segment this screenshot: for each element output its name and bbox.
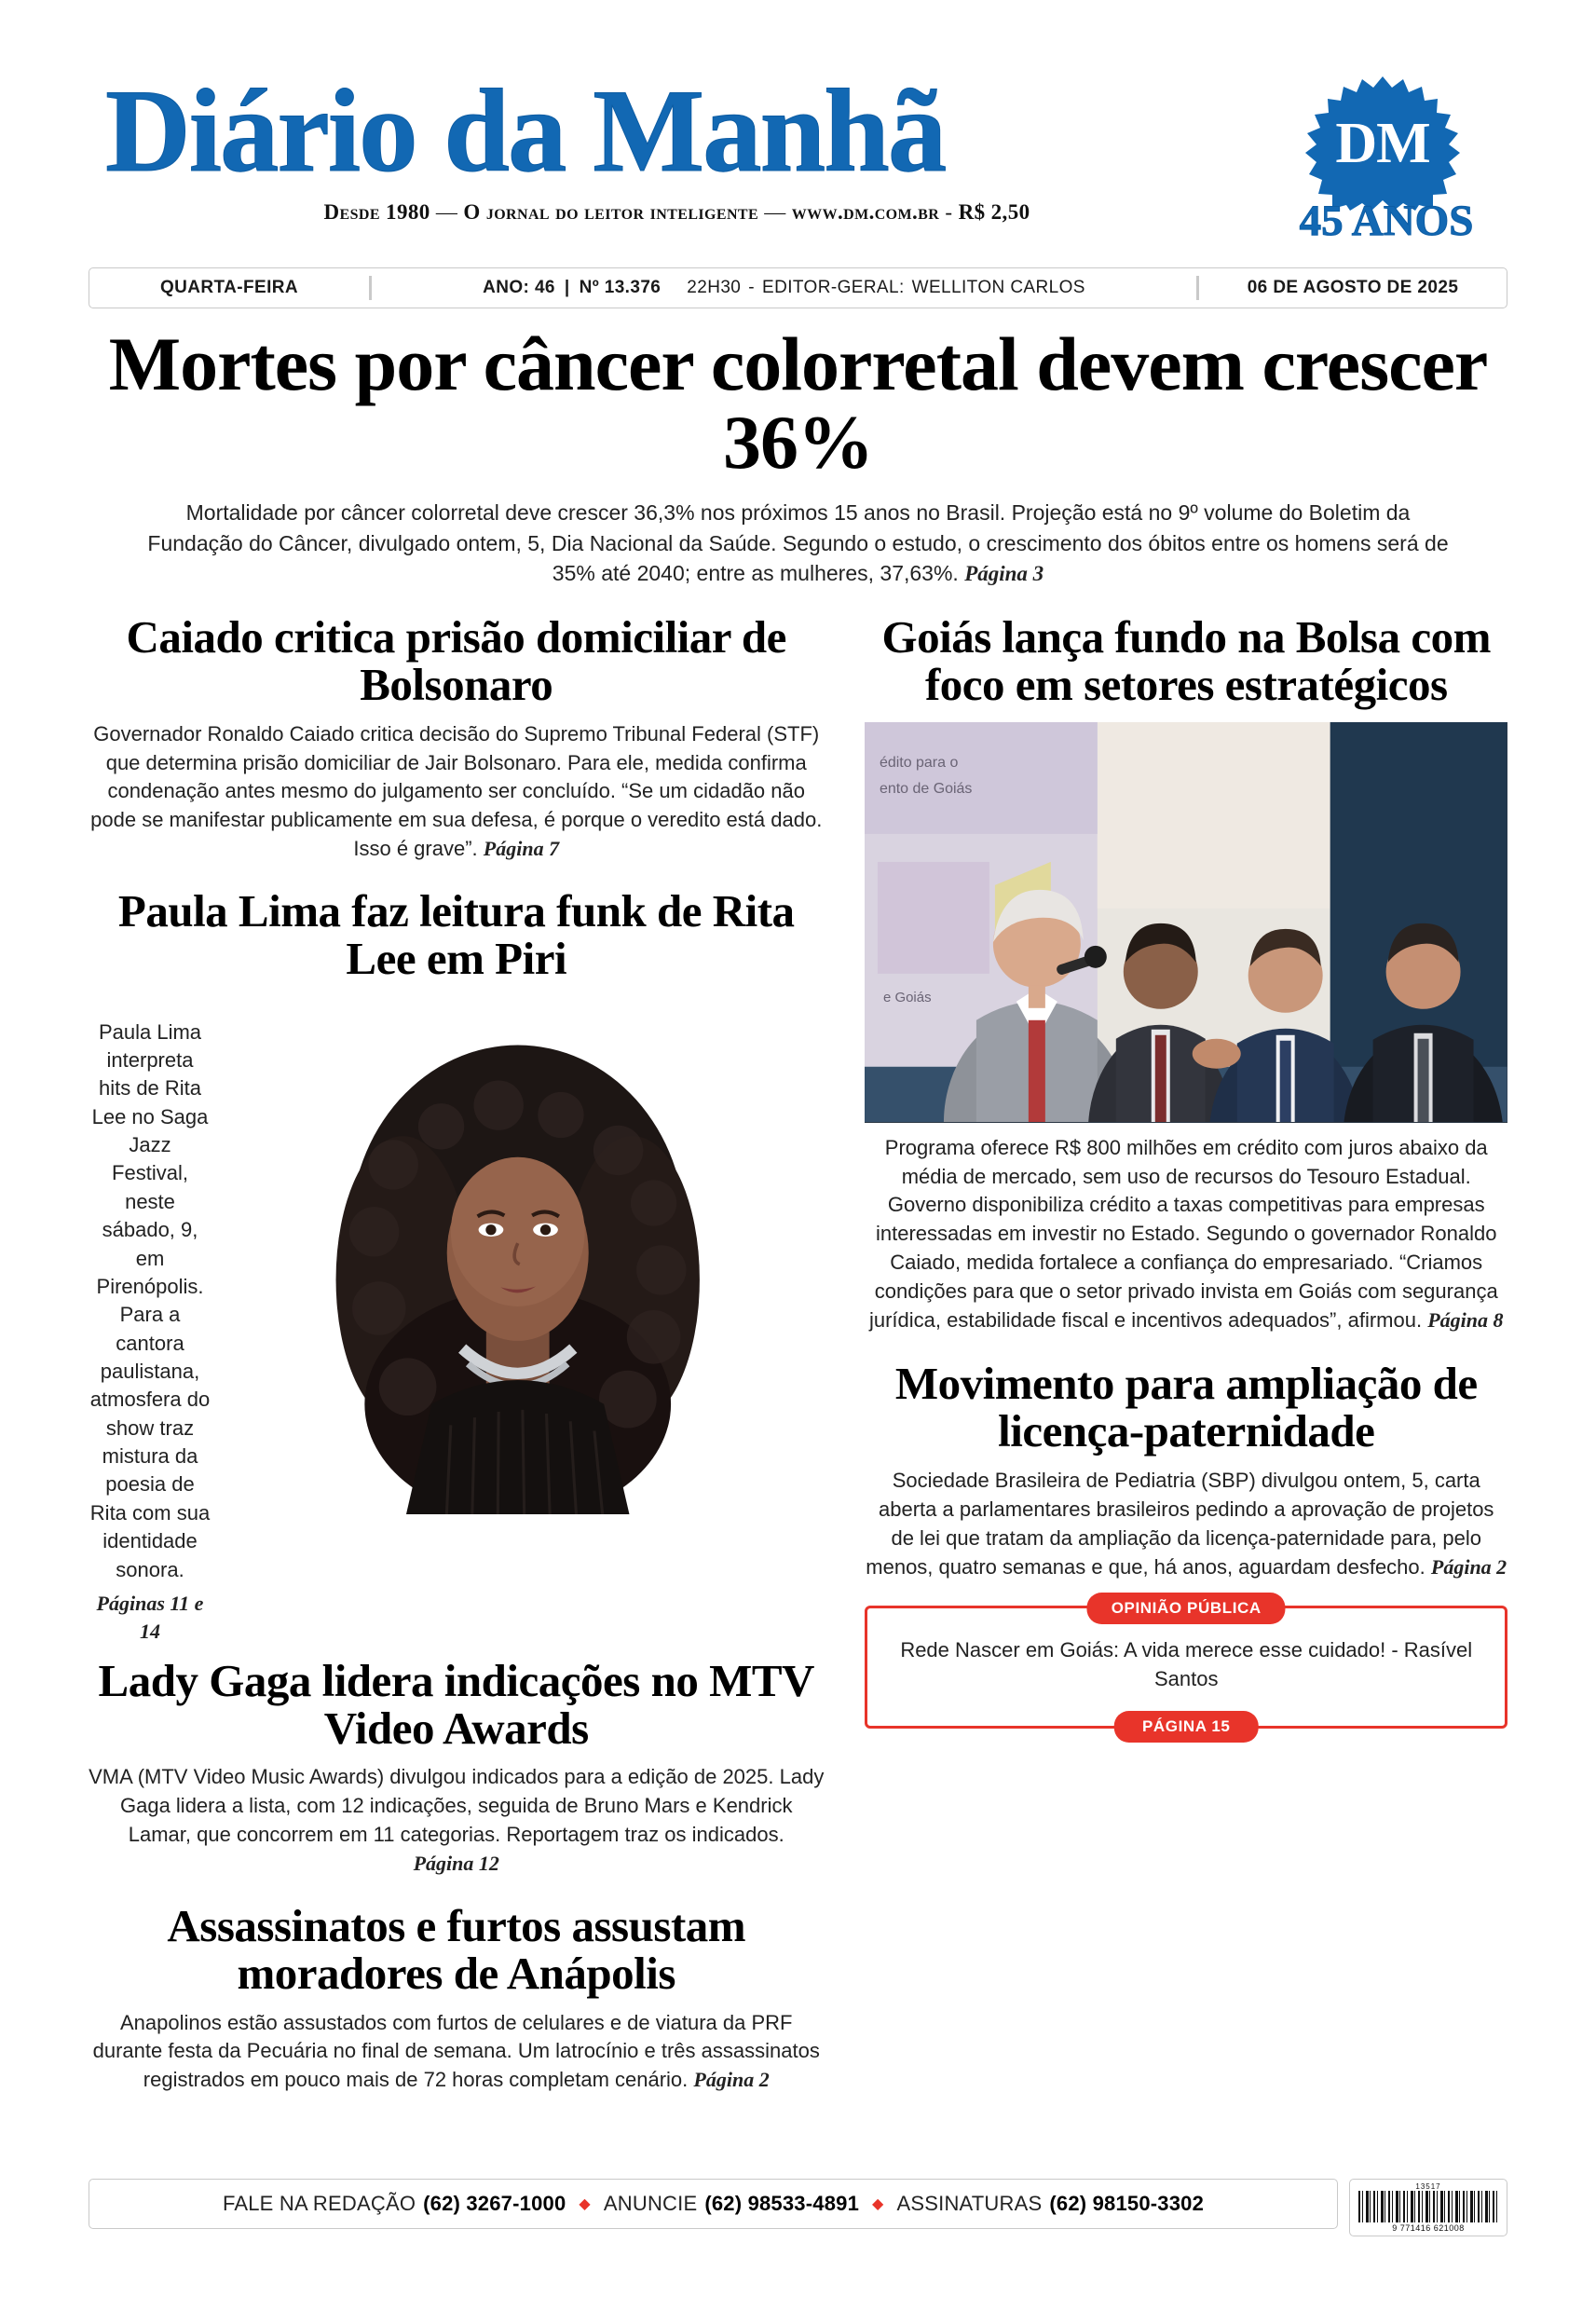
opiniao-publica-box[interactable] [865,1599,1507,1736]
caiado-headline: Caiado critica prisão domiciliar de Bolsonaro [126,610,786,710]
lead-deck [143,498,1453,590]
anapolis-text: Anapolinos estão assustados com furtos de celulares e de viatura da PRF durante festa da Pecuária no final de semana. Um latrocínio e três assassinatos registrados em pouco mais de 72 horas completam cenário. [92,2010,820,2092]
paula-caption [89,992,211,1647]
singer-portrait-illustration [211,992,824,1514]
ladygaga-headline: Lady Gaga lidera indicações no MTV Video Awards [98,1654,814,1754]
barcode-number: 9 771416 621008 [1392,2223,1465,2233]
footer-assinaturas-label: ASSINATURAS [896,2192,1043,2215]
seal-anniversary-label: 45 ANOS [1299,197,1474,245]
goias-press-photo [865,722,1507,1123]
barcode-icon [1358,2191,1498,2222]
caiado-text: Governador Ronaldo Caiado critica decisão do Supremo Tribunal Federal (STF) que determina prisão domiciliar de Jair Bolsonaro. Para ele, medida confirma condenação antes mesmo do julgamento ser concluído. “Se um cidadão não pode se manifestar publicamente em sua defesa, é porque o veredito está dado. Isso é grave”. [90,721,823,860]
ladygaga-text: VMA (MTV Video Music Awards) divulgou indicados para a edição de 2025. Lady Gaga lidera a lista, com 12 indicações, seguida de Bruno Mars e Kendrick Lamar, que concorrem em 11 categorias. Reportagem traz os indicados. [89,1765,825,1847]
lead-headline: Mortes por câncer colorretal devem crescer 36% [108,321,1488,485]
svg-text:e Goiás: e Goiás [883,989,933,1005]
infobar-time: 22H30 [687,278,742,297]
paternidade-headline: Movimento para ampliação de licença-paternidade [894,1358,1478,1457]
caiado-body [89,720,824,864]
infobar-center: ANO: 46 | Nº 13.376 22H30 - EDITOR-GERAL: WELLITON CARLOS [483,278,1085,297]
infobar-issue-number: Nº 13.376 [579,278,662,297]
anapolis-page-ref[interactable]: Página 2 [693,2068,770,2092]
opiniao-page-badge[interactable]: PÁGINA 15 [1114,1711,1259,1743]
masthead-subline: Desde 1980 — O jornal do leitor inteligente — www.dm.com.br - R$ 2,50 [323,200,1030,224]
opiniao-text: Rede Nascer em Goiás: A vida merece esse cuidado! - Rasível Santos [900,1638,1473,1691]
anapolis-body [89,2009,824,2095]
ladygaga-body [89,1763,824,1878]
footer-assinaturas-phone[interactable]: (62) 98150-3302 [1049,2192,1205,2215]
svg-text:ento de Goiás: ento de Goiás [880,780,973,797]
paula-headline: Paula Lima faz leitura funk de Rita Lee em Piri [117,884,795,984]
caiado-page-ref[interactable]: Página 7 [483,836,560,860]
goias-page-ref[interactable]: Página 8 [1427,1307,1504,1332]
lead-deck-text: Mortalidade por câncer colorretal deve crescer 36,3% nos próximos 15 anos no Brasil. Projeção está no 9º volume do Boletim da Fundação do Câncer, divulgado ontem, 5, Dia Nacional da Saúde. Segundo o estudo, o crescimento dos óbitos entre os homens será de 35% até 2040; entre as mulheres, 37,63%. [147,499,1449,586]
paula-caption-text: Paula Lima interpreta hits de Rita Lee no Saga Jazz Festival, neste sábado, 9, em Pirenópolis. Para a cantora paulistana, atmosfera do show traz mistura da poesia de Rita com sua identidade sonora. [89,1019,211,1581]
anniversary-seal [1265,76,1507,263]
masthead-website[interactable]: www.dm.com.br [791,200,940,224]
anapolis-headline: Assassinatos e furtos assustam moradores de Anápolis [167,1899,746,1999]
press-conference-illustration [865,722,1507,1123]
infobar-editor-name: WELLITON CARLOS [911,278,1085,297]
masthead-price: R$ 2,50 [958,200,1030,224]
masthead-tagline: O jornal do leitor inteligente [463,200,759,224]
infobar-year: ANO: 46 [483,278,555,297]
footer-anuncie-phone[interactable]: (62) 98533-4891 [704,2192,860,2215]
footer-redacao-label: FALE NA REDAÇÃO [222,2192,416,2215]
goias-headline: Goiás lança fundo na Bolsa com foco em setores estratégicos [881,610,1491,710]
goias-text: Programa oferece R$ 800 milhões em crédito com juros abaixo da média de mercado, sem uso de recursos do Tesouro Estadual. Governo disponibiliza crédito a taxas competitivas para empresas interessadas em investir no Estado. Segundo o governador Ronaldo Caiado, medida fortalece a confiança do empresariado. “Criamos condições para que o setor privado invista em Goiás com segurança jurídica, estabilidade fiscal e incentivos adequados”, afirmou. [868,1135,1498,1332]
right-column [865,610,1507,2095]
story-paula-lima [89,884,824,1647]
infobar-date: 06 DE AGOSTO DE 2025 [1247,278,1459,297]
masthead [89,66,1507,254]
goias-body [865,1134,1507,1335]
paternidade-body [865,1467,1507,1581]
footer-redacao-phone[interactable]: (62) 3267-1000 [423,2192,566,2215]
paula-content [89,992,824,1647]
barcode-top-number: 13517 [1415,2182,1441,2191]
paternidade-page-ref[interactable]: Página 2 [1430,1554,1507,1579]
footer-contacts [89,2179,1338,2229]
paternidade-text: Sociedade Brasileira de Pediatria (SBP) divulgou ontem, 5, carta aberta a parlamentares brasileiros pedindo a aprovação de projetos de lei que tratam da ampliação da licença-paternidade para, pelo menos, quatro semanas e que, há anos, aguardam desfecho. [866,1469,1494,1579]
paula-lima-photo [211,992,824,1514]
newspaper-title: Diário da Manhã [105,66,946,197]
story-lady-gaga [89,1654,825,1879]
ladygaga-page-ref[interactable]: Página 12 [413,1851,499,1875]
diamond-separator-icon-2: ◆ [872,2196,884,2212]
barcode-box [1349,2179,1507,2236]
infobar-weekday: QUARTA-FEIRA [160,278,298,297]
svg-text:édito para o: édito para o [880,754,959,771]
masthead-since: Desde 1980 [323,200,430,224]
seal-initials: DM [1335,111,1430,175]
footer-anuncie-label: ANUNCIE [603,2192,698,2215]
story-caiado [89,610,824,864]
story-goias-fundo [865,610,1507,1334]
opiniao-badge: OPINIÃO PÚBLICA [1087,1593,1286,1624]
lead-page-ref[interactable]: Página 3 [964,562,1044,586]
footer [89,2179,1507,2236]
story-licenca-paternidade [865,1358,1507,1581]
issue-info-bar [89,267,1507,308]
infobar-editor-label: EDITOR-GERAL: [762,278,905,297]
content-columns [89,610,1507,2095]
diamond-separator-icon: ◆ [579,2196,591,2212]
left-column [89,610,825,2095]
story-anapolis [89,1899,824,2095]
paula-page-ref[interactable]: Páginas 11 e 14 [96,1591,204,1644]
